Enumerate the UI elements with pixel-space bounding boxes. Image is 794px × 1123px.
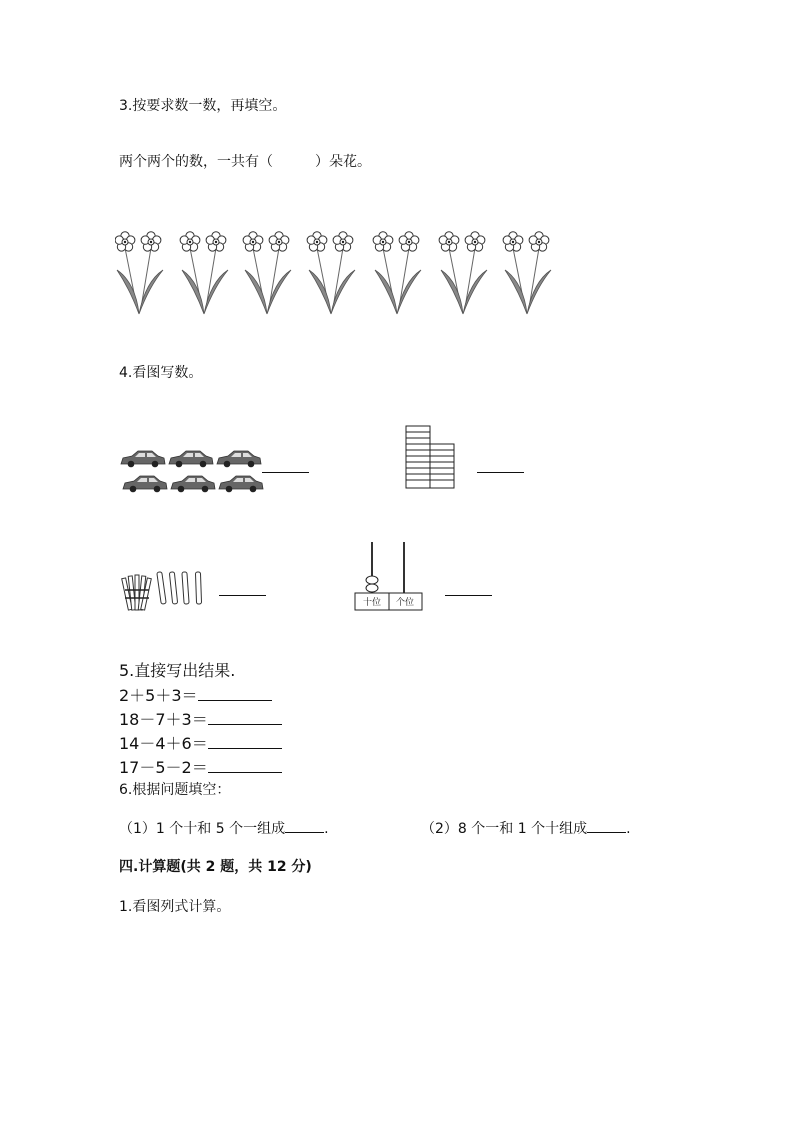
sticks-figure bbox=[121, 568, 211, 614]
flower-pair-icon bbox=[243, 232, 291, 314]
answer-blank[interactable] bbox=[208, 734, 282, 749]
sticks-answer-line[interactable] bbox=[219, 595, 266, 596]
q5-row-3 bbox=[119, 733, 282, 755]
answer-blank[interactable] bbox=[587, 818, 626, 833]
flower-pair-icon bbox=[503, 232, 551, 314]
flower-pair-icon bbox=[439, 232, 487, 314]
answer-blank[interactable] bbox=[285, 818, 324, 833]
flower-pair-icon bbox=[373, 232, 421, 314]
q5-row-1 bbox=[119, 685, 272, 707]
equation-text: 14－4＋6＝ bbox=[119, 734, 208, 753]
q6-part-1-text: （1）1 个十和 5 个一组成 bbox=[119, 821, 286, 837]
q5-row-2 bbox=[119, 709, 282, 731]
answer-blank[interactable] bbox=[198, 686, 272, 701]
q6-part-1-end: . bbox=[324, 821, 329, 837]
abacus-ones-label: 个位 bbox=[395, 598, 415, 608]
q3-title: 3.按要求数一数，再填空。 bbox=[119, 98, 287, 114]
answer-blank[interactable] bbox=[208, 758, 282, 773]
car-icon bbox=[121, 451, 165, 467]
q6-title: 6.根据问题填空： bbox=[119, 782, 231, 798]
flower-pair-icon bbox=[307, 232, 355, 314]
abacus-answer-line[interactable] bbox=[445, 595, 492, 596]
q6-part-2-text: （2）8 个一和 1 个十组成 bbox=[421, 821, 588, 837]
car-icon bbox=[171, 476, 215, 492]
blocks-figure bbox=[405, 424, 457, 490]
q5-row-4 bbox=[119, 757, 282, 779]
answer-blank[interactable] bbox=[208, 710, 282, 725]
equation-text: 17－5－2＝ bbox=[119, 758, 208, 777]
cars-answer-line[interactable] bbox=[262, 472, 309, 473]
equation-text: 2＋5＋3＝ bbox=[119, 686, 198, 705]
q6-part-2 bbox=[421, 818, 631, 838]
section-heading: 四.计算题(共 2 题，共 12 分) bbox=[119, 859, 312, 875]
equation-text: 18－7＋3＝ bbox=[119, 710, 208, 729]
q6-part-2-end: . bbox=[626, 821, 631, 837]
car-icon bbox=[217, 451, 261, 467]
car-icon bbox=[219, 476, 263, 492]
blocks-answer-line[interactable] bbox=[477, 472, 524, 473]
flower-pair-icon bbox=[180, 232, 228, 314]
car-icon bbox=[169, 451, 213, 467]
cars-figure bbox=[120, 444, 266, 496]
abacus-figure bbox=[353, 538, 425, 614]
flower-row bbox=[115, 226, 575, 326]
q5-title: 5.直接写出结果. bbox=[119, 661, 236, 680]
section4-q1: 1.看图列式计算。 bbox=[119, 899, 231, 915]
car-icon bbox=[123, 476, 167, 492]
flower-pair-icon bbox=[115, 232, 163, 314]
q4-title: 4.看图写数。 bbox=[119, 365, 203, 381]
abacus-tens-label: 十位 bbox=[362, 598, 382, 608]
q6-part-1 bbox=[119, 818, 329, 838]
q3-prompt: 两个两个的数，一共有（ ）朵花。 bbox=[119, 154, 371, 170]
